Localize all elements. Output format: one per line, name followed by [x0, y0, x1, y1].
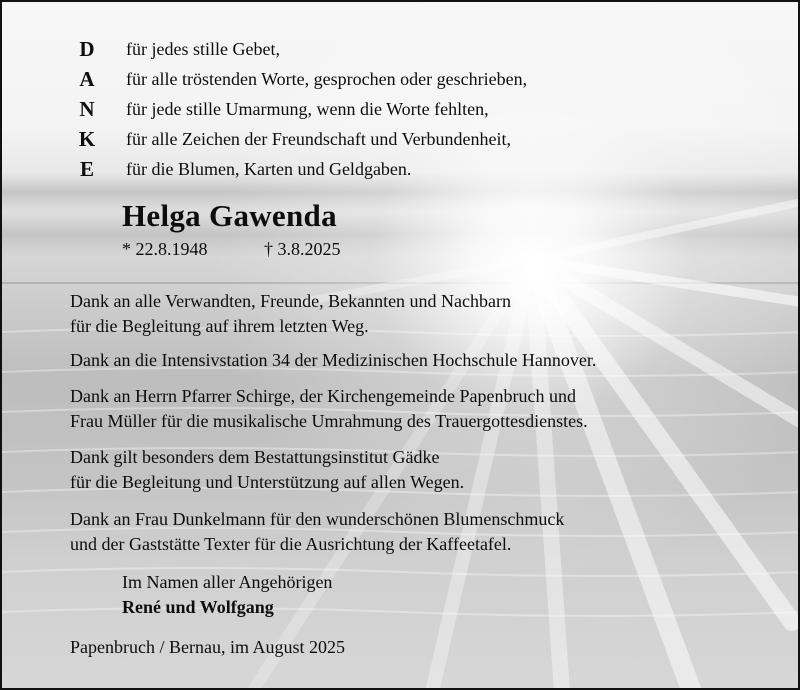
acrostic-letter: E [79, 157, 94, 181]
thanks-line: Dank an Frau Dunkelmann für den wunderschönen Blumenschmuck [70, 509, 565, 529]
thanks-paragraph-hospital [70, 348, 596, 373]
acrostic-line: für jedes stille Gebet, [126, 39, 280, 59]
thanks-line: Dank an Herrn Pfarrer Schirge, der Kirchengemeinde Papenbruch und [70, 386, 576, 406]
thanks-line: und der Gaststätte Texter für die Ausrichtung der Kaffeetafel. [70, 534, 512, 554]
thanks-paragraph-flowers-cafe [70, 507, 564, 557]
signature-block [122, 570, 332, 620]
thanks-line: Dank gilt besonders dem Bestattungsinstitut Gädke [70, 447, 440, 467]
signature-intro: Im Namen aller Angehörigen [122, 572, 333, 592]
acrostic-line: für die Blumen, Karten und Geldgaben. [126, 159, 412, 179]
thanks-paragraph-church [70, 384, 588, 434]
thanks-line: Dank an die Intensivstation 34 der Medizinischen Hochschule Hannover. [70, 350, 597, 370]
place-and-date: Papenbruch / Bernau, im August 2025 [70, 637, 345, 657]
death-date: † 3.8.2025 [264, 239, 341, 259]
birth-date: * 22.8.1948 [122, 239, 208, 259]
thanks-paragraph-family [70, 289, 511, 339]
acrostic-line: für jede stille Umarmung, wenn die Worte fehlten, [126, 99, 489, 119]
thanks-line: für die Begleitung und Unterstützung auf allen Wegen. [70, 472, 465, 492]
thanks-line: Frau Müller für die musikalische Umrahmung des Trauergottesdienstes. [70, 411, 588, 431]
thanks-paragraph-funeral-home [70, 445, 464, 495]
acrostic-letter: N [79, 97, 95, 121]
thanks-line: für die Begleitung auf ihrem letzten Weg. [70, 316, 369, 336]
thanks-line: Dank an alle Verwandten, Freunde, Bekannten und Nachbarn [70, 291, 512, 311]
signature-names: René und Wolfgang [122, 597, 274, 617]
acrostic-letter: D [79, 37, 95, 61]
acrostic-letter: A [79, 67, 95, 91]
acrostic-letter: K [78, 127, 96, 151]
deceased-name: Helga Gawenda [122, 198, 337, 233]
acrostic-line: für alle tröstenden Worte, gesprochen oder geschrieben, [126, 69, 528, 89]
acrostic-line: für alle Zeichen der Freundschaft und Verbundenheit, [126, 129, 512, 149]
